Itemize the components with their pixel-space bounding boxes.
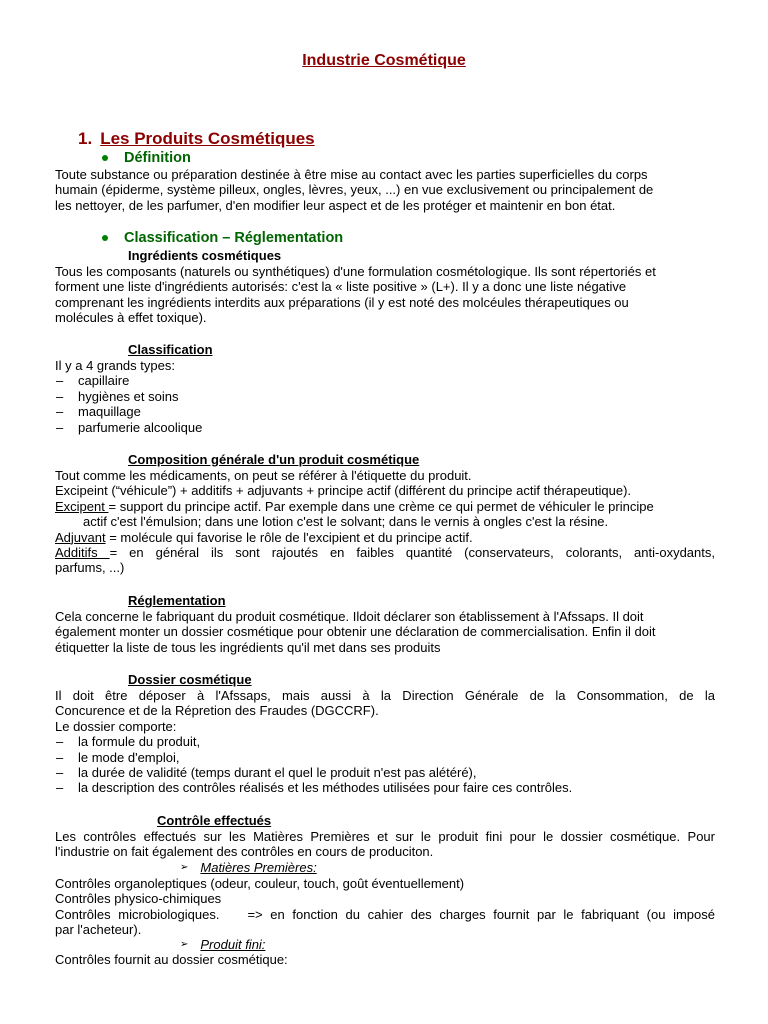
- dossier-line: Il doit être déposer à l'Afssaps, mais aussi à la Direction Générale de la Consommation, de la: [55, 688, 715, 703]
- dash-icon: –: [56, 373, 64, 389]
- definition-line: les nettoyer, de les parfumer, d'en modifier leur aspect et de les protéger et maintenir en bon état.: [55, 197, 616, 213]
- dossier-heading: Dossier cosmétique: [128, 672, 252, 687]
- reglementation-heading: Réglementation: [128, 593, 226, 608]
- document-title: Industrie Cosmétique: [302, 52, 466, 69]
- definition-heading: [102, 150, 191, 166]
- ingredients-line: molécules à effet toxique).: [55, 310, 207, 326]
- produit-fini-label: Produit fini:: [200, 937, 266, 952]
- list-item: – hygiènes et soins: [56, 388, 179, 404]
- list-item: – la durée de validité (temps durant el quel le produit n'est pas alétéré),: [56, 765, 477, 781]
- excipient-term: Excipent: [55, 498, 109, 514]
- ingredients-heading: Ingrédients cosmétiques: [128, 248, 282, 263]
- ingredients-line: comprenant les ingrédients interdits aux préparations (il y est noté des molcéules thérapeutiques ou: [55, 294, 629, 310]
- list-item: – maquillage: [56, 404, 141, 420]
- bullet-dot-icon: [102, 155, 108, 161]
- list-item: – le mode d'emploi,: [56, 749, 180, 765]
- additifs-line-2: parfums, ...): [55, 560, 125, 576]
- list-item: – la formule du produit,: [56, 734, 201, 750]
- controle-block: [55, 829, 715, 860]
- dash-icon: –: [56, 388, 64, 404]
- matieres-premieres-block: [55, 876, 715, 938]
- mp-line: Contrôles microbiologiques. => en fonction du cahier des charges fournit par le fabriquant (ou imposé: [55, 906, 715, 922]
- section-number: 1.: [78, 129, 93, 148]
- section-1-heading: [78, 129, 315, 149]
- additifs-term: Additifs: [55, 545, 110, 561]
- dossier-line: Concurence et de la Répretion des Fraudes (DGCCRF).: [55, 703, 379, 719]
- classification-heading: Classification: [128, 342, 213, 357]
- additifs-line: Additifs = en général ils sont rajoutés en faibles quantité (conservateurs, colorants, anti-oxydants,: [55, 545, 715, 561]
- reglementation-line: étiquetter la liste de tous les ingrédients qu'il met dans ses produits: [55, 639, 441, 655]
- ingredients-line: forment une liste d'ingrédients autorisés: c'est la « liste positive » (L+). Il y a donc une liste négative: [55, 279, 627, 295]
- mp-line: Contrôles organoleptiques (odeur, couleur, touch, goût éventuellement): [55, 876, 465, 891]
- controle-line: l'industrie on fait également des contrôles en cours de produciton.: [55, 844, 434, 860]
- reglementation-line: également monter un dossier cosmétique pour obtenir une déclaration de commercialisation. Enfin il doit: [55, 624, 656, 640]
- dash-icon: –: [56, 749, 64, 765]
- pf-line: Contrôles fournit au dossier cosmétique:: [55, 952, 288, 967]
- dash-icon: –: [56, 404, 64, 420]
- composition-block: [55, 468, 715, 576]
- matieres-premieres-subheading: [180, 860, 317, 875]
- classification-reglementation-heading-text: Classification – Réglementation: [124, 230, 344, 246]
- list-item: – la description des contrôles réalisés et les méthodes utilisées pour faire ces contrôles.: [56, 780, 573, 796]
- mp-line: Contrôles physico-chimiques: [55, 891, 222, 907]
- dash-icon: –: [56, 765, 64, 781]
- composition-heading: Composition générale d'un produit cosmétique: [128, 452, 420, 467]
- composition-formula: Excipeint (“véhicule”) + additifs + adjuvants + principe actif (différent du principe actif thérapeutique).: [55, 483, 632, 499]
- classification-list: [55, 373, 715, 435]
- classification-block: [55, 358, 715, 435]
- produit-fini-subheading: [180, 937, 265, 952]
- excipient-line-2: actif c'est l'émulsion; dans une lotion c'est le solvant; dans le vernis à ongles c'est la résine.: [83, 514, 609, 530]
- classification-intro: Il y a 4 grands types:: [55, 358, 175, 373]
- adjuvant-line: Adjuvant = molécule qui favorise le rôle de l'excipient et du principe actif.: [55, 529, 473, 545]
- definition-line: Toute substance ou préparation destinée à être mise au contact avec les parties superficielles du corps: [55, 167, 648, 182]
- dossier-list: [55, 734, 715, 796]
- controle-line: Les contrôles effectués sur les Matières Premières et sur le produit fini pour le dossier cosmétique. Pour: [55, 829, 715, 844]
- arrow-bullet-icon: ➢: [180, 939, 189, 950]
- dossier-block: [55, 688, 715, 796]
- reglementation-line: Cela concerne le fabriquant du produit cosmétique. Ildoit déclarer son établissement à l'Afssaps. Il doit: [55, 609, 644, 624]
- definition-line: humain (épiderme, système pilleux, ongles, lèvres, yeux, ...) en vue exclusivement ou principalement de: [55, 182, 654, 198]
- mp-line: par l'acheteur).: [55, 922, 142, 938]
- ingredients-line: Tous les composants (naturels ou synthétiques) d'une formulation cosmétologique. Ils sont répertoriés et: [55, 264, 656, 279]
- produit-fini-block: [55, 952, 715, 967]
- matieres-premieres-label: Matières Premières:: [200, 860, 317, 875]
- composition-line: Tout comme les médicaments, on peut se référer à l'étiquette du produit.: [55, 468, 472, 483]
- list-item: – parfumerie alcoolique: [56, 419, 203, 435]
- bullet-dot-icon: [102, 235, 108, 241]
- definition-heading-text: Définition: [124, 150, 191, 166]
- dash-icon: –: [56, 780, 64, 796]
- dossier-intro: Le dossier comporte:: [55, 718, 177, 734]
- reglementation-paragraph: [55, 609, 715, 655]
- excipient-line: Excipent = support du principe actif. Par exemple dans une crème ce qui permet de véhiculer le principe: [55, 498, 654, 514]
- dash-icon: –: [56, 734, 64, 750]
- ingredients-paragraph: [55, 264, 715, 326]
- definition-paragraph: [55, 167, 715, 213]
- adjuvant-term: Adjuvant: [55, 529, 106, 545]
- controle-heading: Contrôle effectués: [157, 813, 272, 828]
- classification-reglementation-heading: [102, 230, 343, 246]
- section-title: Les Produits Cosmétiques: [100, 129, 315, 148]
- dash-icon: –: [56, 419, 64, 435]
- list-item: – capillaire: [56, 373, 130, 389]
- arrow-bullet-icon: ➢: [180, 862, 189, 873]
